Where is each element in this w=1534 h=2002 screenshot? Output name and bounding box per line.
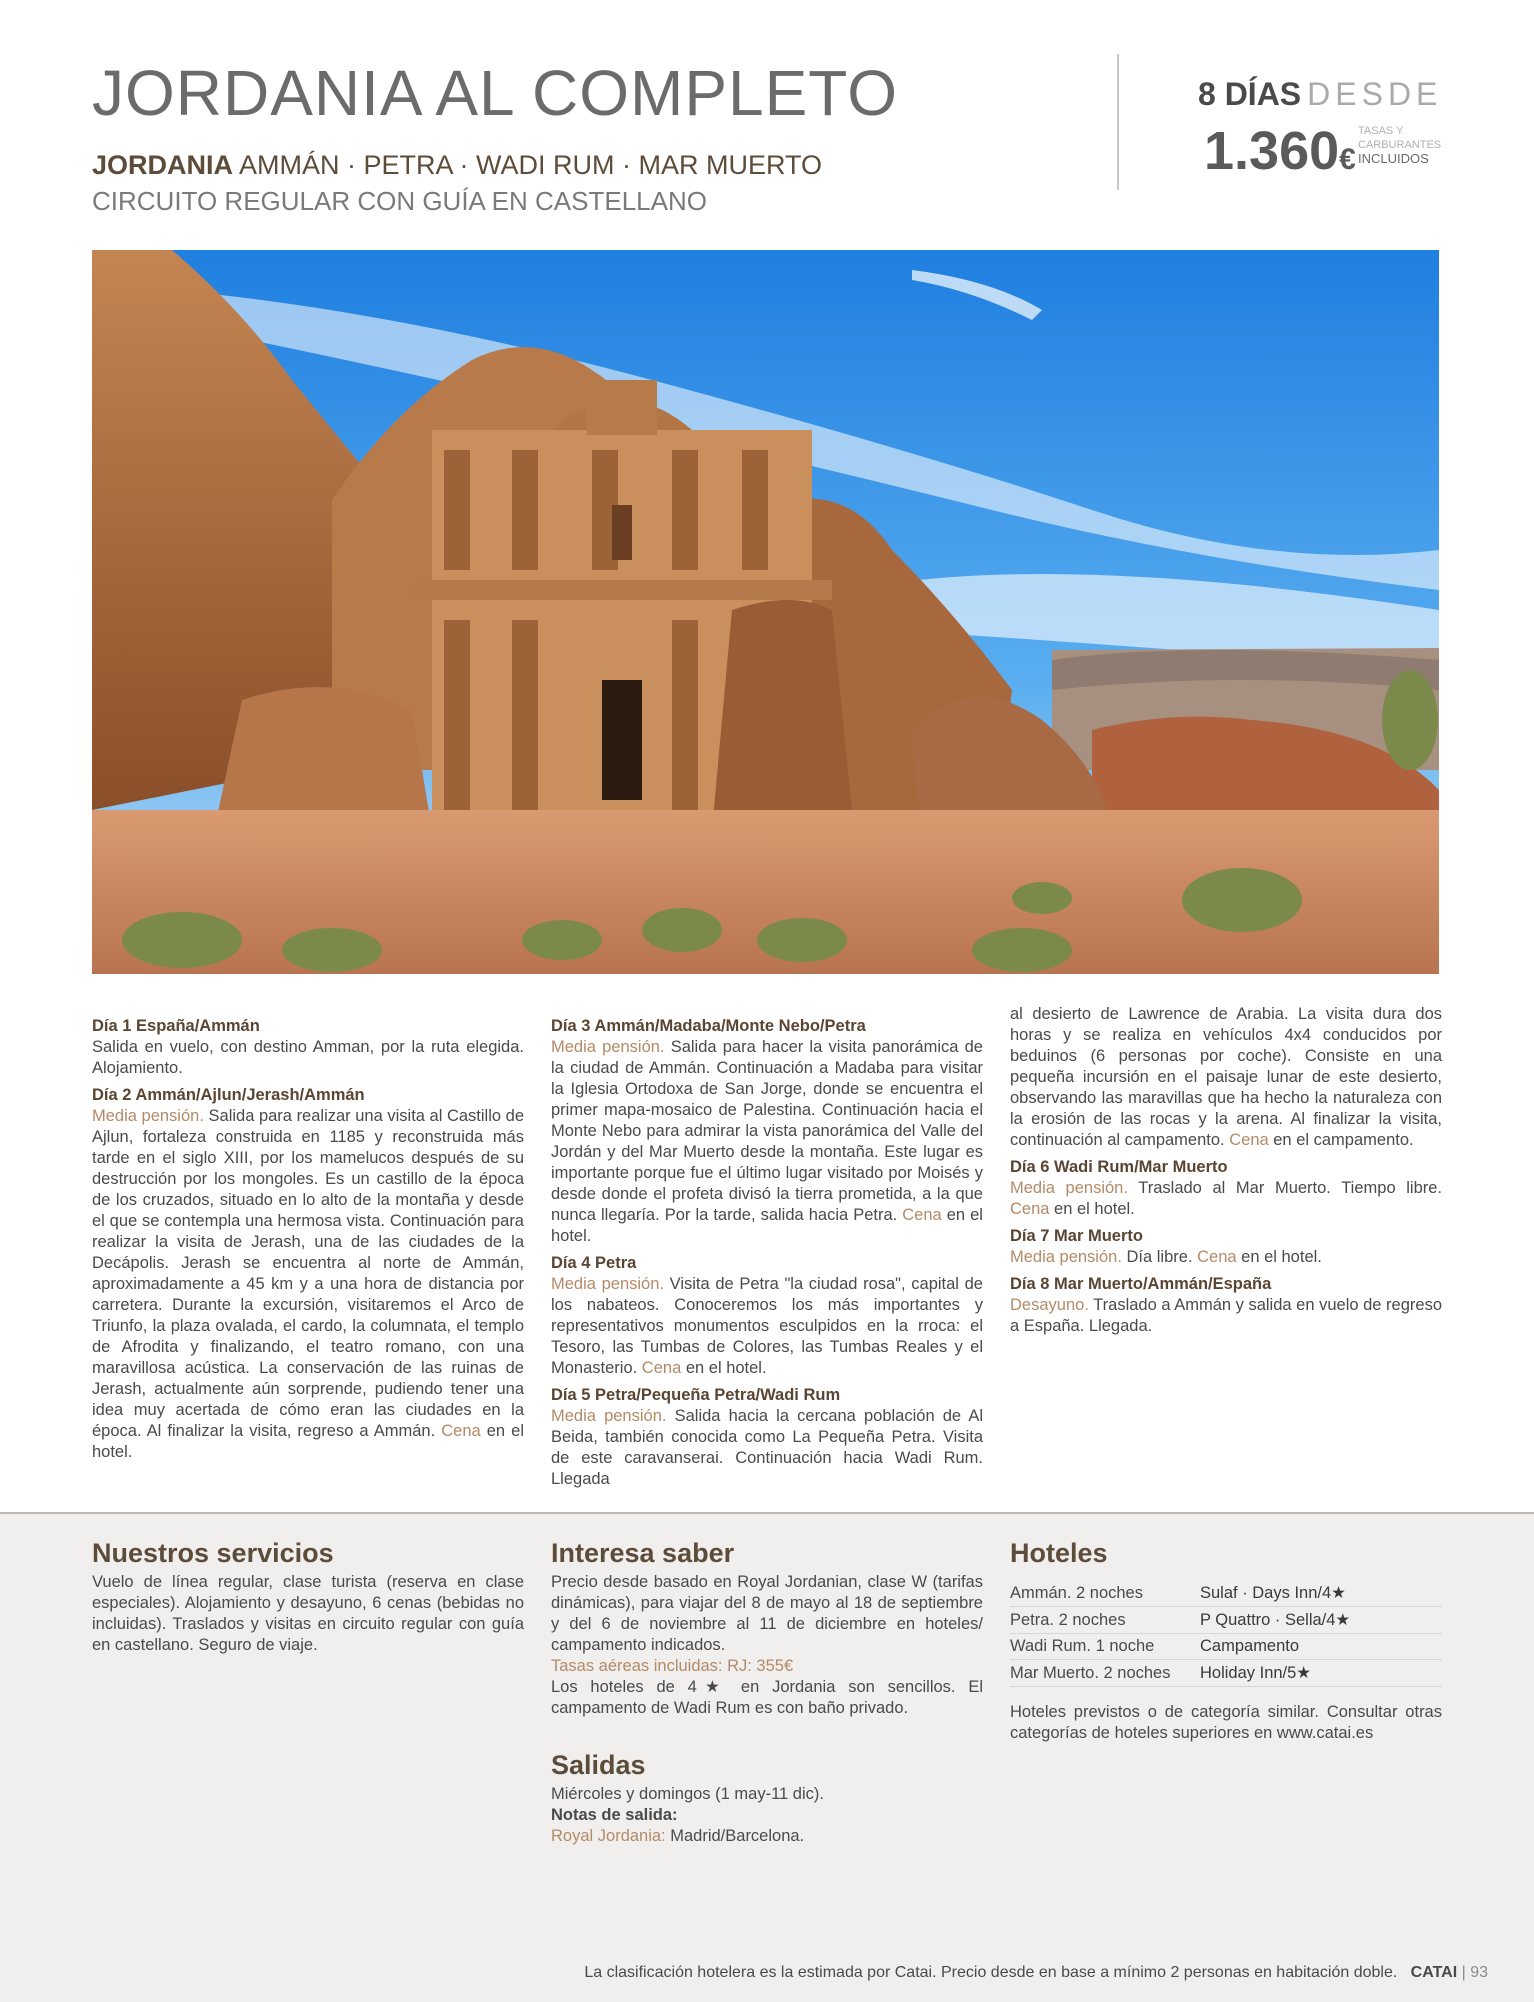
hotel-nights: 2 noches [1071, 1583, 1143, 1602]
day-4-body: Visita de Petra "la ciudad rosa", capital de los nabateos. Conoceremos los más importantes y representativos monumentos esculpidos en la rroca: el Tesoro, las Tumbas de Colores, las Tumbas Reales y el Monasterio. [551, 1275, 983, 1377]
day-6-heading: Día 6 Wadi Rum/Mar Muerto [1010, 1158, 1228, 1176]
day-8-meal: Desayuno. [1010, 1296, 1089, 1314]
route-label: AMMÁN · PETRA · WADI RUM · MAR MUERTO [239, 150, 823, 180]
hotel-nights: 2 noches [1054, 1610, 1126, 1629]
brand-label: CATAI [1410, 1964, 1458, 1981]
salidas-block [551, 1784, 983, 1847]
tasas-note [1358, 124, 1448, 166]
day-5-continued [1010, 1004, 1442, 1151]
day-1-heading: Día 1 España/Ammán [92, 1017, 260, 1035]
hotel-city-name: Mar Muerto. [1010, 1663, 1099, 1682]
footer-note: La clasificación hotelera es la estimada por Catai. Precio desde en base a mínimo 2 personas en habitación doble. [584, 1964, 1398, 1981]
notas-label: Royal Jordania: [551, 1827, 666, 1845]
page-title: JORDANIA AL COMPLETO [92, 57, 898, 129]
hotel-name: Holiday Inn/5★ [1200, 1660, 1442, 1687]
desde-label: DESDE [1307, 76, 1443, 112]
servicios-heading: Nuestros servicios [92, 1538, 334, 1568]
day-7-heading: Día 7 Mar Muerto [1010, 1227, 1143, 1245]
day-8-text [1010, 1295, 1442, 1337]
hotel-name: Sulaf · Days Inn/4★ [1200, 1580, 1442, 1607]
servicios-text: Vuelo de línea regular, clase turista (reserva en clase especiales). Alojamiento y desayuno, 6 cenas (bebidas no incluidas). Traslados y visitas en circuito regular con guía en castellano. Seguro de viaje. [92, 1573, 524, 1654]
day-5-body: Salida hacia la cercana población de Al Beida, también conocida como La Pequeña Petra. Visita de este caravanserai. Continuación hacia Wadi Rum. Llegada [551, 1407, 983, 1488]
interesa-text: Precio desde basado en Royal Jordanian, clase W (tarifas dinámicas), para viajar del 8 de mayo al 18 de septiembre y del 6 de noviembre al 11 de diciembre en hoteles/ campamento indicados. [551, 1573, 983, 1654]
day-1-text: Salida en vuelo, con destino Amman, por la ruta elegida. Alojamiento. [92, 1038, 524, 1077]
day-8-body: Traslado a Ammán y salida en vuelo de regreso a España. Llegada. [1010, 1296, 1443, 1335]
hotel-nights: 2 noches [1098, 1663, 1171, 1682]
day-7-cena: Cena [1192, 1248, 1237, 1266]
day-6-cena: Cena [1010, 1200, 1050, 1218]
notas-text [551, 1826, 983, 1847]
price-value: 1.360 [1204, 121, 1340, 181]
hotel-city [1010, 1580, 1200, 1607]
days-count: 8 DÍAS [1198, 76, 1302, 112]
day-3-heading: Día 3 Ammán/Madaba/Monte Nebo/Petra [551, 1017, 866, 1035]
price-currency: € [1339, 143, 1356, 176]
day-5-text [551, 1406, 983, 1490]
incluidos-label: INCLUIDOS [1358, 151, 1429, 166]
day-5-end: en el campamento. [1268, 1131, 1414, 1149]
day-2-meal: Media pensión. [92, 1107, 204, 1125]
day-7-body: Día libre. [1121, 1248, 1193, 1266]
page-number: 93 [1470, 1964, 1488, 1981]
hotel-name: Campamento [1200, 1634, 1442, 1660]
hotel-city [1010, 1634, 1200, 1660]
day-4-text [551, 1274, 983, 1379]
hotel-row [1010, 1634, 1442, 1660]
hoteles-heading: Hoteles [1010, 1538, 1108, 1568]
interesa-tasas: Tasas aéreas incluidas: RJ: 355€ [551, 1657, 794, 1675]
hotel-nights: 1 noche [1091, 1637, 1155, 1655]
hotel-city [1010, 1660, 1200, 1687]
footer-separator: | [1457, 1964, 1471, 1981]
hotel-row [1010, 1580, 1442, 1607]
itinerary-column-1 [92, 1010, 524, 1463]
day-4-end: en el hotel. [681, 1359, 767, 1377]
page-footer [584, 1964, 1488, 1982]
interesa-note: Los hoteles de 4★ en Jordania son sencillos. El campamento de Wadi Rum es con baño privado. [551, 1678, 983, 1717]
day-7-end: en el hotel. [1236, 1248, 1322, 1266]
hero-photo-petra-monastery [92, 250, 1439, 974]
salidas-text: Miércoles y domingos (1 may-11 dic). [551, 1785, 824, 1803]
day-3-end: en el hotel. [551, 1206, 983, 1245]
hotel-city-name: Petra. [1010, 1610, 1055, 1629]
day-5-heading: Día 5 Petra/Pequeña Petra/Wadi Rum [551, 1386, 841, 1404]
day-7-meal: Media pensión. [1010, 1248, 1122, 1266]
day-2-cena: Cena [435, 1422, 481, 1440]
hotel-row [1010, 1660, 1442, 1687]
day-6-text [1010, 1178, 1442, 1220]
day-5-cont: al desierto de Lawrence de Arabia. La visita dura dos horas y se realiza en vehículos 4x4 conducidos por beduinos (6 personas por coche). Consiste en una pequeña incursión en el paisaje lunar de este desierto, observando las maravillas que ha hecho la naturaleza con la erosión de las rocas y la arena. Al finalizar la visita, continuación al campamento. [1010, 1005, 1442, 1149]
day-3-text [551, 1037, 983, 1247]
notas-heading: Notas de salida: [551, 1806, 678, 1824]
hotel-name: P Quattro · Sella/4★ [1200, 1607, 1442, 1634]
day-3-cena: Cena [897, 1206, 942, 1224]
petra-photo-illustration [92, 250, 1439, 974]
day-3-meal: Media pensión. [551, 1038, 665, 1056]
day-7-text [1010, 1247, 1442, 1268]
itinerary-column-2 [551, 1010, 983, 1490]
country-label: JORDANIA [92, 150, 234, 180]
days-label [1198, 76, 1442, 113]
hotel-city-name: Wadi Rum. [1010, 1637, 1091, 1655]
day-4-cena: Cena [637, 1359, 682, 1377]
day-2-heading: Día 2 Ammán/Ajlun/Jerash/Ammán [92, 1086, 365, 1104]
hotels-table [1010, 1580, 1442, 1687]
hotel-city-name: Ammán. [1010, 1583, 1072, 1602]
salidas-heading: Salidas [551, 1750, 646, 1780]
day-4-meal: Media pensión. [551, 1275, 664, 1293]
price [1204, 120, 1356, 182]
hotel-city [1010, 1607, 1200, 1634]
day-6-meal: Media pensión. [1010, 1179, 1128, 1197]
day-2-end: en el hotel. [92, 1422, 524, 1461]
day-2-text [92, 1106, 524, 1463]
tasas-label: TASAS Y CARBURANTES [1358, 125, 1442, 151]
route-line [92, 150, 822, 181]
notas-value: Madrid/Barcelona. [665, 1827, 805, 1845]
itinerary-column-3 [1010, 1004, 1442, 1337]
day-2-body: Salida para realizar una visita al Castillo de Ajlun, fortaleza construida en 1185 y reconstruida más tarde en el siglo XIII, por los mamelucos después de su destrucción por los mongoles. Es un castillo de la época de los cruzados, situado en lo alto de la montaña y desde el que se contempla una hermosa vista. Continuación para realizar la visita de Jerash, una de las ciudades de la Decápolis. Jerash se encuentra al norte de Ammán, aproximadamente a 45 km y a una hora de distancia por carretera. Durante la excursión, visitaremos el Arco de Triunfo, la plaza ovalada, el cardo, la columnata, el templo de Afrodita y finalizando, el teatro romano, con una maravillosa acústica. La conservación de las ruinas de Jerash, actualmente aún sorprende, pudiendo tener una idea muy acertada de cómo eran las ciudades en la época. Al finalizar la visita, regreso a Ammán. [92, 1107, 525, 1440]
day-6-body: Traslado al Mar Muerto. Tiempo libre. [1127, 1179, 1442, 1197]
day-4-heading: Día 4 Petra [551, 1254, 637, 1272]
hoteles-note: Hoteles previstos o de categoría similar. Consultar otras categorías de hoteles superiores en www.catai.es [1010, 1703, 1442, 1742]
day-3-body: Salida para hacer la visita panorámica de la ciudad de Ammán. Continuación a Madaba para visitar la Iglesia Ortodoxa de San Jorge, donde se encuentra el primer mapa-mosaico de Palestina. Continuación hacia el Monte Nebo para admirar la vista panorámica del Valle del Jordán y del Mar Muerto desde la montaña. Este lugar es importante porque fue el último lugar visitado por Moisés y desde donde el profeta divisó la tierra prometida, a la que nunca llegaría. Por la tarde, salida hacia Petra. [551, 1038, 983, 1224]
header-divider [1117, 54, 1119, 190]
hotel-row [1010, 1607, 1442, 1634]
day-8-heading: Día 8 Mar Muerto/Ammán/España [1010, 1275, 1272, 1293]
interesa-heading: Interesa saber [551, 1538, 735, 1568]
day-5-cena: Cena [1224, 1131, 1269, 1149]
day-5-meal: Media pensión. [551, 1407, 667, 1425]
interesa-block [551, 1572, 983, 1719]
circuit-label: CIRCUITO REGULAR CON GUÍA EN CASTELLANO [92, 186, 707, 216]
day-6-end: en el hotel. [1049, 1200, 1135, 1218]
